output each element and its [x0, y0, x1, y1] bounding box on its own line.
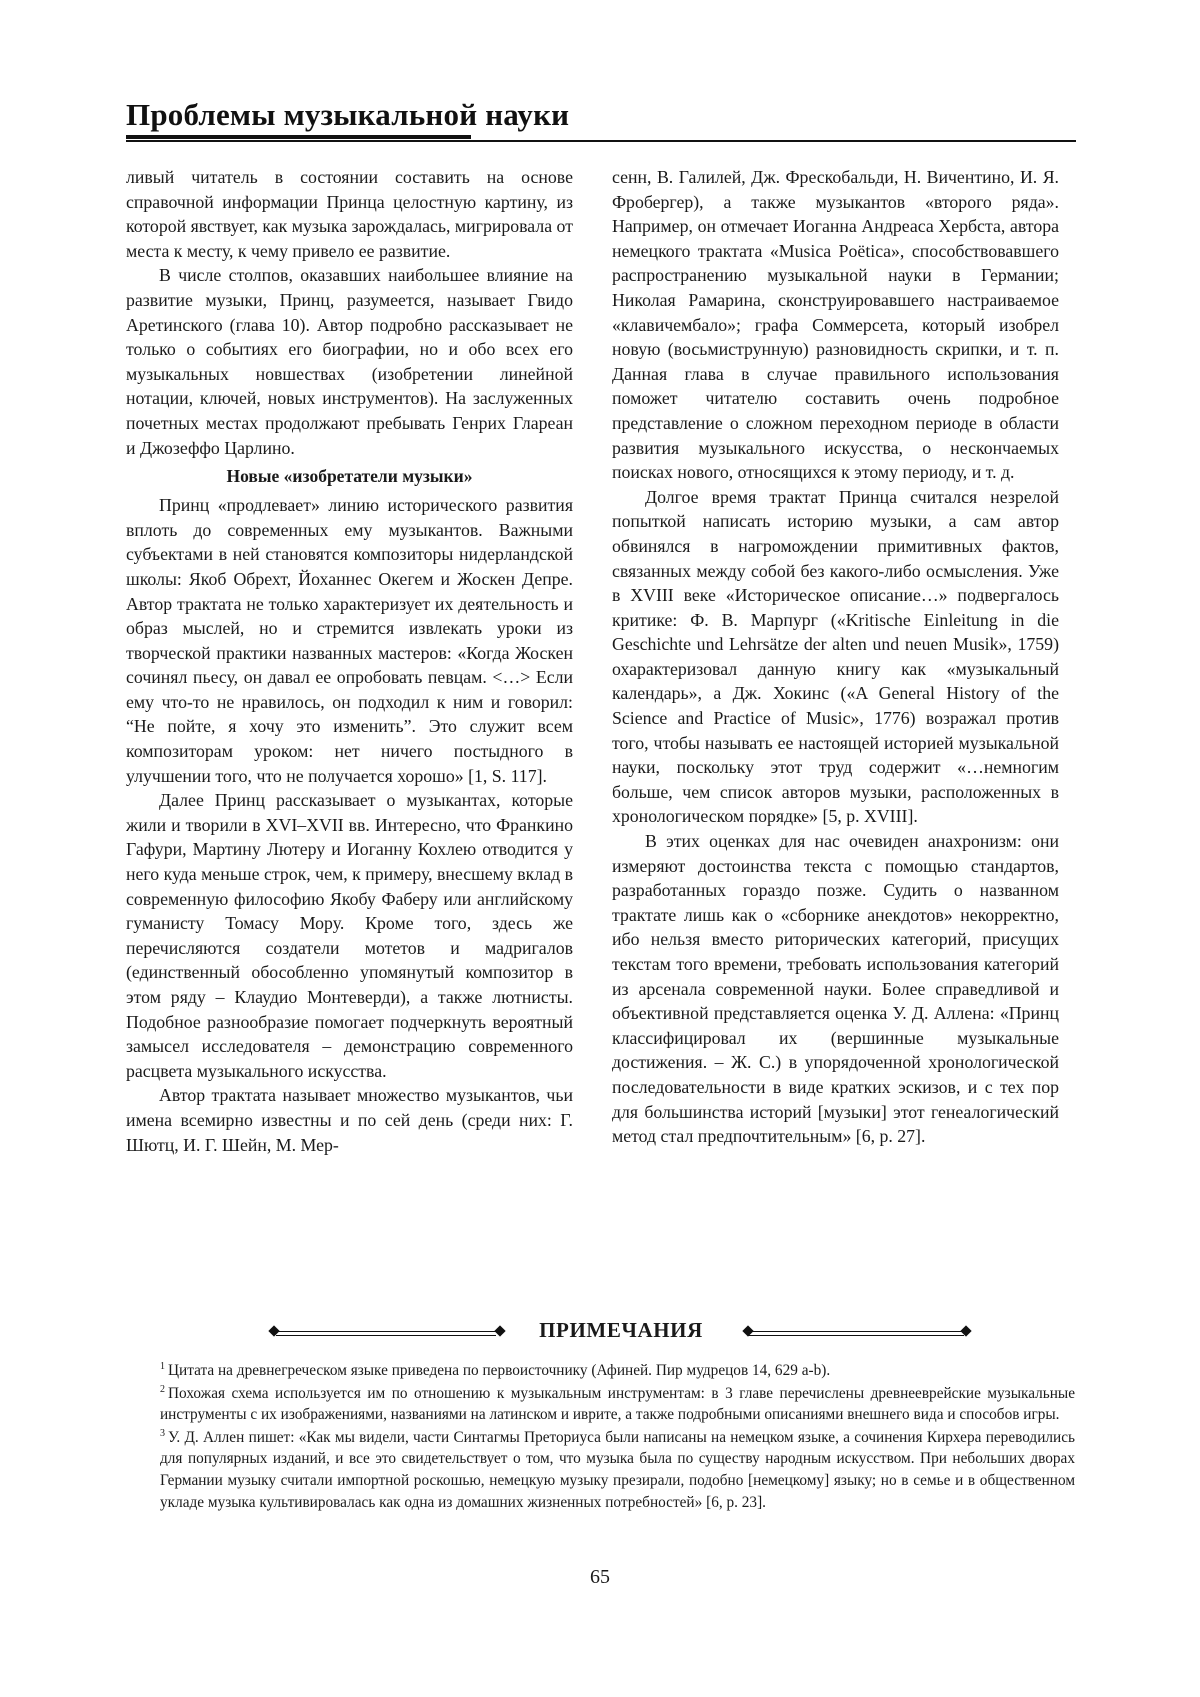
- footnote-text: Цитата на древнегреческом языке приведена по первоисточнику (Афиней. Пир мудрецов 14, 629 a-b).: [168, 1362, 831, 1379]
- notes-heading: [270, 1318, 970, 1348]
- header-rule-thin: [126, 140, 1076, 142]
- footnote: [160, 1360, 1075, 1382]
- ornament-rule-left: [276, 1331, 496, 1336]
- left-paragraph-5: Автор трактата называет множество музыкантов, чьи имена всемирно известны и по сей день (среди них: Г. Шютц, И. Г. Шейн, М. Мер-: [126, 1085, 573, 1155]
- right-paragraph-1: сенн, В. Галилей, Дж. Фрескобальди, Н. Вичентино, И. Я. Фробергер), а также музыкантов «второго ряда». Например, он отмечает Иоганна Андреаса Хербста, автора немецкого трактата «Musica Poëtica», способствовавшего распространению музыкальной науки в Германии; Николая Рамарина, сконструировавшего настраиваемое «клавичембало»; графа Соммерсета, который изобрел новую (восьмиструнную) разновидность скрипки, и т. п. Данная глава в случае правильного использования поможет читателю составить очень подробное представление о сложном переходном периоде в области развития музыкального искусства, о нескончаемых поисках нового, относящихся к этому периоду, и т. д.: [612, 167, 1059, 483]
- page-number: 65: [590, 1566, 610, 1588]
- right-column: [612, 165, 1059, 1149]
- footnote: [160, 1383, 1075, 1426]
- right-paragraph-3: В этих оценках для нас очевиден анахронизм: они измеряют достоинства текста с помощью стандартов, разработанных гораздо позже. Судить о названном трактате лишь как о «сборнике анекдотов» некорректно, ибо нельзя вместо риторических категорий, присущих текстам того времени, требовать использования категорий из арсенала современной науки. Более справедливой и объективной представляется оценка У. Д. Аллена: «Принц классифицировал их (вершинные музыкальные достижения. – Ж. С.) в упорядоченной хронологической последовательности в виде кратких эскизов, и с тех пор для большинства историй [музыки] этот генеалогический метод стал предпочтительным» [6, p. 27].: [612, 831, 1059, 1147]
- left-column: [126, 165, 573, 1157]
- running-header: [126, 95, 1076, 145]
- right-paragraph-2: Долгое время трактат Принца считался незрелой попыткой написать историю музыки, а сам автор обвинялся в нагромождении примитивных фактов, связанных между собой без какого-либо осмысления. Уже в XVIII веке «Историческое описание…» подвергалось критике: Ф. В. Марпург («Kritische Einleitung in die Geschichte und Lehrsätze der alten und neuen Musik», 1759) охарактеризовал данную книгу как «музыкальный календарь», а Дж. Хокинс («A General History of the Science and Practice of Music», 1776) возражал против того, чтобы называть ее настоящей историей музыкальной науки, поскольку этот труд содержит «…немногим больше, чем список авторов музыки, расположенных в хронологическом порядке» [5, p. XVIII].: [612, 486, 1059, 827]
- left-paragraph-3: Принц «продлевает» линию исторического развития вплоть до современных ему музыкантов. Важными субъектами в ней становятся композиторы нидерландской школы: Якоб Обрехт, Йоханнес Окегем и Жоскен Депре. Автор трактата не только характеризует их деятельность и образ мыслей, но и стремится извлекать уроки из творческой практики названных мастеров: «Когда Жоскен сочинял пьесу, он давал ее опробовать певцам. <…> Если ему что-то не нравилось, он подходил к ним и говорил: “Не пойте, я хочу это изменить”. Это служит всем композиторам уроком: нет ничего постыдного в улучшении того, что не получается хорошо» [1, S. 117].: [126, 495, 573, 786]
- left-paragraph-4: Далее Принц рассказывает о музыкантах, которые жили и творили в XVI–XVII вв. Интересно, что Франкино Гафури, Мартину Лютеру и Иоганну Кохлею отводится у него куда меньше строк, чем, к примеру, внесшему вклад в современную философию Якобу Фаберу или английскому гуманисту Томасу Мору. Кроме того, здесь же перечисляются создатели мотетов и мадригалов (единственный обособленно упомянутый композитор в этом ряду – Клаудио Монтеверди), а также лютнисты. Подобное разнообразие помогает подчеркнуть вероятный замысел исследователя – демонстрацию современного расцвета музыкального искусства.: [126, 790, 573, 1081]
- ornament-diamond: [494, 1325, 505, 1336]
- footnote-number: 2: [160, 1383, 165, 1395]
- footnote-number: 1: [160, 1360, 165, 1372]
- footnote-number: 3: [160, 1427, 165, 1439]
- footnotes: [160, 1360, 1075, 1514]
- ornament-rule-right: [748, 1331, 964, 1336]
- notes-title: ПРИМЕЧАНИЯ: [539, 1318, 703, 1342]
- footnote-text: У. Д. Аллен пишет: «Как мы видели, части Синтагмы Преториуса были написаны на немецком языке, а сочинения Кирхера переводились для популярных изданий, и все это свидетельствует о том, что музыка была по существу народным искусством. При небольших дворах Германии музыку считали импортной роскошью, немецкую музыку презирали, подобно [немецкому] языку; но в семье и в общественном укладе музыка культивировалась как одна из домашних жизненных потребностей» [6, p. 23].: [160, 1428, 1075, 1511]
- header-title: Проблемы музыкальной науки: [126, 97, 570, 132]
- left-paragraph-2: В числе столпов, оказавших наибольшее влияние на развитие музыки, Принц, разумеется, называет Гвидо Аретинского (глава 10). Автор подробно рассказывает не только о событиях его биографии, но и обо всех его музыкальных новшествах (изобретении линейной нотации, ключей, новых инструментов). На заслуженных почетных местах продолжают пребывать Генрих Глареан и Джозеффо Царлино.: [126, 265, 573, 458]
- left-paragraph-1: ливый читатель в состоянии составить на основе справочной информации Принца целостную картину, из которой явствует, как музыка зарождалась, мигрировала от места к месту, к чему привело ее развитие.: [126, 167, 573, 261]
- footnote: [160, 1427, 1075, 1513]
- header-rule-thick: [126, 135, 471, 139]
- section-heading: Новые «изобретатели музыки»: [226, 466, 473, 487]
- footnote-text: Похожая схема используется им по отношению к музыкальным инструментам: в 3 главе перечислены древнееврейские музыкальные инструменты с их изображениями, названиями на латинском и иврите, а также подробными описаниями внешнего вида и способов игры.: [160, 1384, 1075, 1424]
